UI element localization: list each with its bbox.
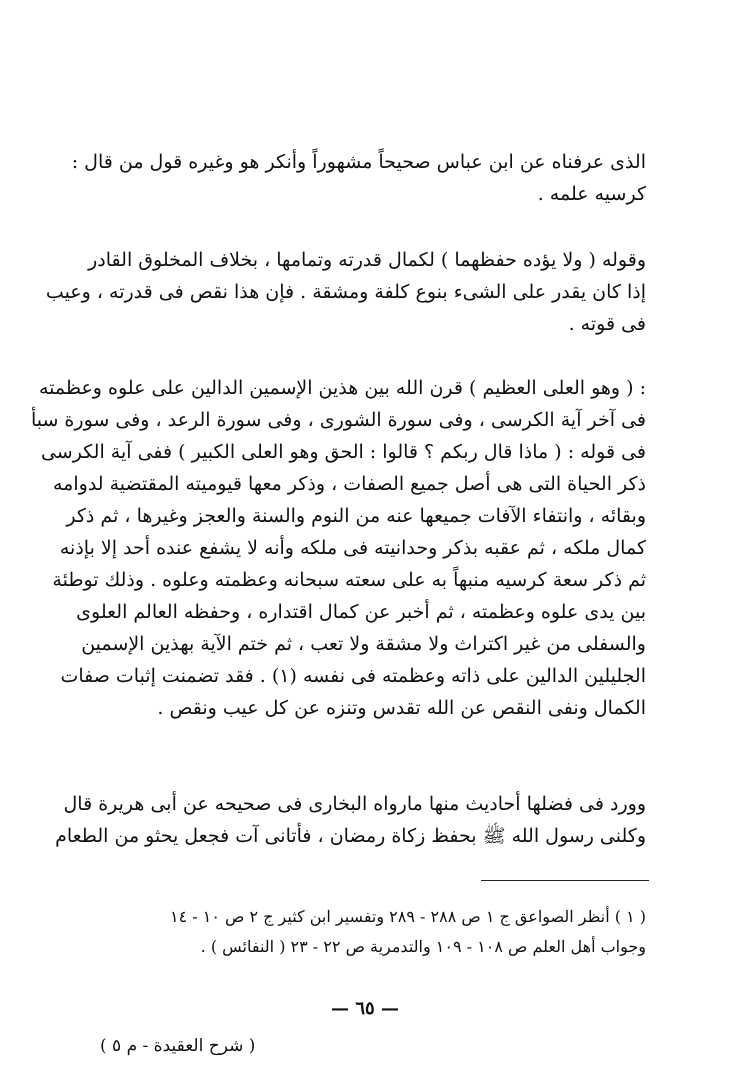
paragraph-kursi-meaning bbox=[71, 146, 646, 210]
text-line: ذكر الحياة التى هى أصل جميع الصفات ، وذكر معها قيوميته المقتضية لدوامه bbox=[53, 473, 646, 495]
text-line: وورد فى فضلها أحاديث منها مارواه البخارى فى صحيحه عن أبى هريرة قال bbox=[63, 793, 646, 815]
text-line: : ( وهو العلى العظيم ) قرن الله بين هذين الإسمين الدالين على علوه وعظمته bbox=[38, 377, 646, 399]
text-line: ثم ذكر سعة كرسيه منبهاً به على سعته سبحانه وعظمته وعلوه . وذلك توطئة bbox=[52, 569, 646, 591]
paragraph-hadith bbox=[55, 788, 646, 852]
text-line: فى قوته . bbox=[568, 313, 646, 335]
text-line: وكلنى رسول الله ﷺ بحفظ زكاة رمضان ، فأتانى آت فجعل يحثو من الطعام bbox=[55, 825, 646, 847]
text-line: كمال ملكه ، ثم عقبه بذكر وحدانيته فى ملكه وأنه لا يشفع عنده أحد إلا بإذنه bbox=[59, 537, 646, 559]
text-line: وقوله ( ولا يؤده حفظهما ) لكمال قدرته وتمامها ، بخلاف المخلوق القادر bbox=[88, 249, 646, 271]
book-signature: ( شرح العقيدة - م ٥ ) bbox=[100, 1036, 256, 1056]
text-line: الجليلين الدالين على ذاته وعظمته فى نفسه (١) . فقد تضمنت إثبات صفات bbox=[60, 665, 646, 687]
text-line: والسفلى من غير اكتراث ولا مشقة ولا تعب ، ثم ختم الآية بهذين الإسمين bbox=[81, 633, 646, 655]
footnote-line: وجواب أهل العلم ص ١٠٨ - ١٠٩ والتدمرية ص ٢٢ - ٢٣ ( النفائس ) . bbox=[200, 937, 646, 956]
footnote-divider bbox=[481, 880, 649, 881]
text-line: كرسيه علمه . bbox=[537, 183, 646, 205]
footnotes bbox=[96, 902, 646, 962]
page-number: — ٦٥ — bbox=[331, 998, 399, 1019]
text-line: فى آخر آية الكرسى ، وفى سورة الشورى ، وفى سورة الرعد ، وفى سورة سبأ bbox=[30, 409, 646, 431]
text-line: فى قوله : ( ماذا قال ربكم ؟ قالوا : الحق وهو العلى الكبير ) ففى آية الكرسى bbox=[40, 441, 646, 463]
text-line: وبقائه ، وانتفاء الآفات جميعها عنه من النوم والسنة والعجز وغيرها ، ثم ذكر bbox=[66, 505, 646, 527]
text-line: الذى عرفناه عن ابن عباس صحيحاً مشهوراً وأنكر هو وغيره قول من قال : bbox=[71, 151, 646, 173]
text-line: إذا كان يقدر على الشىء بنوع كلفة ومشقة . فإن هذا نقص فى قدرته ، وعيب bbox=[45, 281, 646, 303]
paragraph-most-high bbox=[30, 372, 646, 724]
text-line: الكمال ونفى النقص عن الله تقدس وتنزه عن كل عيب ونقص . bbox=[157, 697, 646, 719]
footnote-line: ( ١ ) أنظر الصواعق ج ١ ص ٢٨٨ - ٢٨٩ وتفسير ابن كثير ج ٢ ص ١٠ - ١٤ bbox=[169, 907, 646, 926]
text-line: بين يدى علوه وعظمته ، ثم أخبر عن كمال اقتداره ، وحفظه العالم العلوى bbox=[76, 601, 646, 623]
paragraph-preservation bbox=[45, 244, 646, 340]
